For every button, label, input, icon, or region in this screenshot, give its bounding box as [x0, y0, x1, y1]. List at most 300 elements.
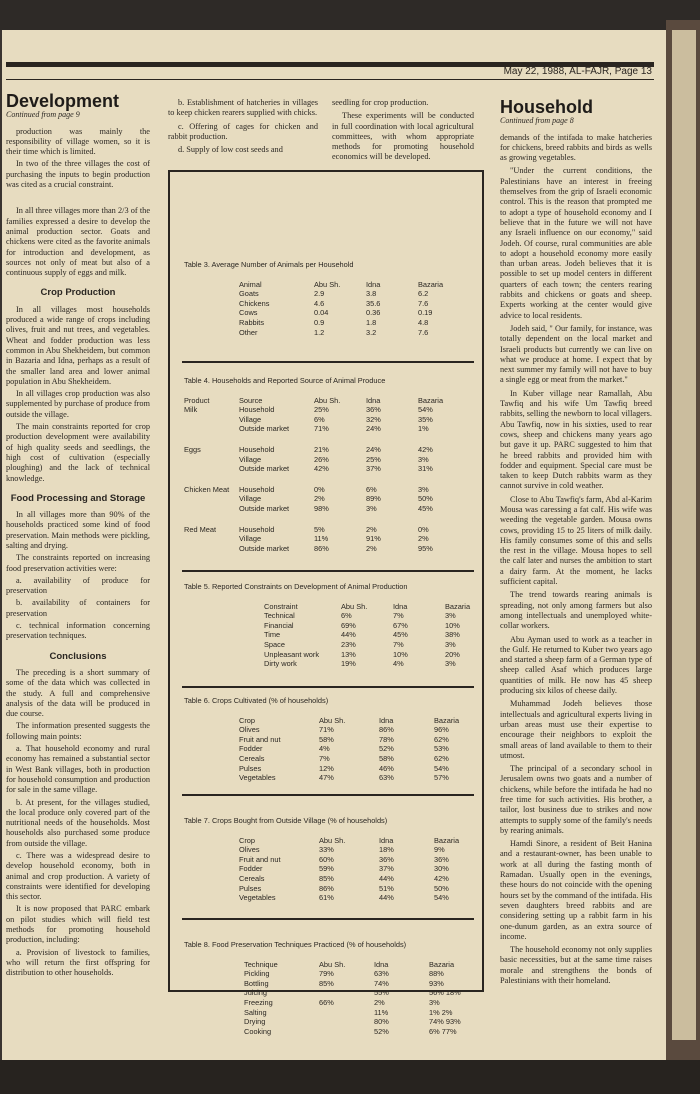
table-cell: 98% — [314, 503, 329, 513]
table-cell: 58% — [319, 734, 334, 744]
column-header: Abu Sh. — [319, 715, 346, 725]
table-cell: 42% — [314, 464, 329, 474]
paragraph: production was mainly the responsibility of village women, so it is their time which is limited. — [6, 126, 150, 157]
paragraph: In all villages more than 90% of the households practiced some kind of food preservation. Main methods were pickling, salting and drying. — [6, 510, 150, 550]
table-cell: 69% — [341, 620, 356, 630]
table-cell — [319, 988, 374, 998]
table-cell: 25% — [366, 454, 381, 464]
column-header: Abu Sh. — [319, 959, 346, 969]
table-cell: Fruit and nut — [239, 734, 281, 744]
table-cell: 54% — [434, 763, 449, 773]
table-cell: 20% — [445, 649, 460, 659]
table-cell: 7% — [393, 611, 404, 621]
table-row — [239, 299, 443, 309]
table-cell: 63% — [379, 773, 394, 783]
table-cell: 3.2 — [366, 327, 377, 337]
paragraph: In Kuber village near Ramallah, Abu Tawfiq and his wife Um Tawfiq breed rabbits, selling the newborn to local villagers. Abu Tawfiq, now in his sixties, used to rear cows, sheep and chickens many years ago but gave it up. PARC suggested to him that he breed rabbits and provided him with fodder and equipment. Special care must be taken to keep Dutch rabbits warm as they cannot survive in cold weather. — [500, 388, 652, 491]
table-row — [264, 611, 470, 621]
table-cell: 2% — [418, 534, 429, 544]
table-separator — [182, 918, 474, 920]
table-separator — [182, 570, 474, 572]
column-header: Idna — [366, 279, 381, 289]
column-header: Bazaria — [418, 279, 444, 289]
table-cell: 1.8 — [366, 317, 377, 327]
table-cell: 3% — [445, 659, 456, 669]
food-processing-subhead: Food Processing and Storage — [10, 492, 146, 504]
table-cell: 59% — [319, 864, 334, 874]
table-cell: Technical — [264, 611, 295, 621]
table-row — [239, 773, 459, 783]
table-row — [244, 1027, 461, 1037]
group-label: Eggs — [184, 444, 201, 454]
column-header: Product — [184, 395, 210, 405]
table-cell: 79% — [319, 969, 334, 979]
table-cell: 37% — [366, 464, 381, 474]
continued-from-note: Continued from page 8 — [500, 116, 574, 126]
table-cell: 62% — [434, 753, 449, 763]
paragraph: The information presented suggests the following main points: — [6, 721, 150, 741]
table-4 — [184, 376, 474, 553]
table-cell: Cows — [239, 308, 258, 318]
table-separator — [182, 686, 474, 688]
table-title: Table 7. Crops Bought from Outside Village (% of households) — [184, 816, 388, 825]
table-row — [244, 1017, 461, 1027]
table-cell: 12% — [319, 763, 334, 773]
paragraph: c. Offering of cages for chicken and rabbit production. — [168, 121, 318, 141]
table-cell: 32% — [366, 414, 381, 424]
table-cell: 11% — [314, 534, 329, 544]
table-cell: 26% — [314, 454, 329, 464]
paragraph: These experiments will be conducted in full coordination with local agricultural committees, with whom appropriate methods for promoting household economics will be developed. — [332, 111, 474, 162]
table-header-row — [239, 716, 459, 726]
table-row — [239, 308, 443, 318]
table-cell: 36% — [434, 854, 449, 864]
table-cell: Goats — [239, 289, 259, 299]
paragraph: b. Establishment of hatcheries in villages to keep chicken rearers supplied with chicks. — [168, 98, 318, 118]
table-cell: 71% — [319, 725, 334, 735]
table-cell: 63% — [374, 969, 389, 979]
table-6 — [184, 696, 474, 783]
table-cell: 44% — [341, 630, 356, 640]
development-article — [6, 91, 150, 981]
paragraph: a. Provision of livestock to families, who will return the first offspring for distribution to other households. — [6, 947, 150, 978]
column-header: Source — [239, 395, 263, 405]
table-cell: 3% — [366, 503, 377, 513]
table-cell: 2% — [314, 494, 325, 504]
column-header: Bazaria — [429, 959, 455, 969]
column-header: Bazaria — [418, 395, 444, 405]
table-row — [239, 864, 459, 874]
table-row — [184, 525, 443, 535]
newspaper-page — [2, 30, 666, 1060]
table-cell: 93% — [429, 978, 444, 988]
table-row — [184, 405, 443, 415]
column-header: Abu Sh. — [314, 395, 341, 405]
table-header-row — [264, 602, 470, 612]
table-cell: 86% — [379, 725, 394, 735]
table-cell: Pickling — [244, 969, 270, 979]
table-cell: 85% — [319, 978, 334, 988]
table-8 — [184, 940, 474, 1036]
table-cell: Village — [239, 414, 262, 424]
table-row — [244, 998, 461, 1008]
paragraph: c. There was a widespread desire to develop household economy, both in animal and crop production. A variety of constraints were identified for developing this sector. — [6, 851, 150, 902]
paragraph: a. availability of produce for preservation — [6, 575, 150, 596]
column-header: Technique — [244, 959, 278, 969]
table-cell: 2% — [366, 543, 377, 553]
table-cell: Vegetables — [239, 773, 276, 783]
table-cell: 1% — [418, 424, 429, 434]
table-cell: 3% — [429, 997, 440, 1007]
table-cell: 7.6 — [418, 298, 429, 308]
table-cell: Salting — [244, 1007, 267, 1017]
table-cell: 5% — [314, 524, 325, 534]
table-cell: 0.36 — [366, 308, 381, 318]
crop-production-subhead: Crop Production — [40, 287, 116, 299]
paragraph: The main constraints reported for crop production development were availability of high quality seeds and seedlings, the high cost of cultivation (especially ploughing) and the lack of technical knowledge. — [6, 422, 150, 483]
table-grid — [239, 716, 459, 783]
column-header: Abu Sh. — [314, 279, 341, 289]
table-header-row — [239, 280, 443, 290]
table-cell: 46% — [379, 763, 394, 773]
table-cell: 35.6 — [366, 298, 381, 308]
table-cell: 0.19 — [418, 308, 433, 318]
table-row — [264, 630, 470, 640]
table-row — [239, 744, 459, 754]
table-cell: 35% — [418, 414, 433, 424]
table-cell: 1.2 — [314, 327, 325, 337]
paragraph: In all villages crop production was also supplemented by purchase of produce from outside the village. — [6, 389, 150, 419]
table-cell: Village — [239, 454, 262, 464]
table-cell: 61% — [319, 893, 334, 903]
table-row — [264, 640, 470, 650]
table-cell: 89% — [366, 494, 381, 504]
paragraph: The constraints reported on increasing food preservation activities were: — [6, 553, 150, 573]
paragraph: In two of the three villages the cost of purchasing the inputs to begin production was cited as a crucial constraint. — [6, 159, 150, 190]
table-cell: 0.9 — [314, 317, 325, 327]
table-cell: 21% — [314, 444, 329, 454]
paragraph: In all three villages more than 2/3 of the families expressed a desire to develop the animal production sector. Goats and chickens were cited as the favorite animals for introduction and development, as sources not only of meat but also of a continuous supply of eggs and milk. — [6, 206, 150, 278]
table-cell — [319, 1017, 374, 1027]
paragraph: The principal of a secondary school in Jerusalem owns two goats and a number of chickens, while before the intifada he had no free time for such activities. His brother, a tailor, lost business due to strikes and now attempts to supply some of the family's needs by rearing animals. — [500, 764, 652, 835]
table-cell: 60% — [319, 854, 334, 864]
table-header-row — [184, 396, 443, 406]
paragraph: b. availability of containers for preservation — [6, 598, 150, 618]
table-cell: 6% — [366, 484, 377, 494]
table-cell: 10% — [445, 620, 460, 630]
table-cell: 9% — [434, 845, 445, 855]
table-cell: Fodder — [239, 864, 263, 874]
table-cell: 3% — [445, 639, 456, 649]
table-cell: 45% — [393, 630, 408, 640]
table-cell: Space — [264, 639, 285, 649]
table-cell: 50% — [418, 494, 433, 504]
table-cell: Drying — [244, 1017, 266, 1027]
table-cell: Household — [239, 405, 275, 415]
table-cell: Household — [239, 484, 275, 494]
table-cell: 51% — [379, 883, 394, 893]
table-cell: 7% — [319, 753, 330, 763]
paragraph: The household economy not only supplies basic necessities, but at the same time raises morale and strengthens the bonds of Palestinians with their homeland. — [500, 945, 652, 986]
table-cell: 38% — [445, 630, 460, 640]
table-cell: 44% — [379, 873, 394, 883]
table-cell: Rabbits — [239, 317, 265, 327]
paragraph: a. That household economy and rural economy has remained a substantial sector in West Bank villages, both in production for household consumption and production for sale in the same village. — [6, 744, 150, 795]
table-cell: 66% — [319, 997, 334, 1007]
paragraph: Close to Abu Tawfiq's farm, Abd al-Karim Mousa was caressing a fat calf. His wife was weeding the vegetable garden. Mousa owns cows, providing 15 to 25 liters of milk daily. His family consumes some of this and sells the rest in the village. Mousa hopes to sell the calf later and nurses the ambition to start a dairy farm. At the moment, he lacks sufficient capital. — [500, 494, 652, 587]
table-cell: Chickens — [239, 298, 270, 308]
paragraph: b. At present, for the villages studied, the local produce only covered part of the nutritional needs of the households. Most households also purchased some produce from outside the village. — [6, 797, 150, 848]
table-row — [244, 979, 461, 989]
table-cell: 3.8 — [366, 289, 377, 299]
group-label: Milk — [184, 405, 198, 415]
table-cell: 23% — [341, 639, 356, 649]
table-grid — [239, 836, 459, 903]
column-header: Idna — [379, 835, 394, 845]
household-headline: Household — [500, 97, 593, 117]
table-row — [239, 874, 459, 884]
table-cell: Vegetables — [239, 893, 276, 903]
table-cell: Dirty work — [264, 659, 297, 669]
table-cell: 80% — [374, 1017, 389, 1027]
table-cell: 0% — [418, 524, 429, 534]
paragraph: demands of the intifada to make hatcheries for chickens, breed rabbits and birds as wells as growing vegetables. — [500, 132, 652, 163]
table-cell: 13% — [341, 649, 356, 659]
column-header: Bazaria — [434, 835, 460, 845]
table-cell: 4.6 — [314, 298, 325, 308]
table-title: Table 6. Crops Cultivated (% of households) — [184, 696, 329, 705]
development-headline: Development — [6, 91, 120, 111]
spacer-row — [184, 434, 443, 445]
table-row — [239, 893, 459, 903]
table-separator — [182, 361, 474, 363]
table-7 — [184, 816, 474, 903]
column-header: Idna — [374, 959, 389, 969]
table-cell: 24% — [366, 424, 381, 434]
table-cell: Pulses — [239, 763, 262, 773]
table-grid — [244, 960, 461, 1037]
column-header: Idna — [379, 715, 394, 725]
continued-from-note: Continued from page 9 — [6, 110, 80, 120]
table-row — [239, 855, 459, 865]
conclusions-subhead: Conclusions — [49, 650, 107, 662]
column-header: Abu Sh. — [319, 835, 346, 845]
table-cell: 25% — [314, 405, 329, 415]
table-row — [239, 328, 443, 338]
table-cell: 85% — [319, 873, 334, 883]
table-cell: Household — [239, 444, 275, 454]
group-label: Red Meat — [184, 524, 217, 534]
table-row — [264, 659, 470, 669]
table-cell: 42% — [434, 873, 449, 883]
table-row — [184, 485, 443, 495]
table-cell: 3% — [418, 484, 429, 494]
table-cell: Village — [239, 534, 262, 544]
table-cell: 67% — [393, 620, 408, 630]
dateline: May 22, 1988, AL-FAJR, Page 13 — [503, 66, 652, 77]
column-header: Crop — [239, 835, 256, 845]
table-cell: 56% 18% — [429, 988, 461, 998]
table-cell: Fodder — [239, 744, 263, 754]
table-cell: 24% — [366, 444, 381, 454]
paragraph: d. Supply of low cost seeds and — [178, 145, 283, 155]
table-row — [239, 884, 459, 894]
paragraph: The trend towards rearing animals is spreading, not only among farmers but also among intellectuals and unemployed white-collar workers. — [500, 590, 652, 631]
table-cell: 44% — [379, 893, 394, 903]
table-row — [239, 289, 443, 299]
paragraph: In all villages most households produced a wide range of crops including olives, fruit and nut trees, and vegetables. Wheat and fodder production was less common in Abu Shekheidem, but common in Bazaria and Idna, perhaps as a result of the smaller land area and lower animal population in Abu Shekheidem. — [6, 304, 150, 386]
table-cell: Cooking — [244, 1026, 272, 1036]
table-row — [239, 764, 459, 774]
table-cell: 2.9 — [314, 289, 325, 299]
table-cell: 88% — [429, 969, 444, 979]
column-header: Idna — [366, 395, 381, 405]
table-cell: 2% — [374, 997, 385, 1007]
table-cell: 4% — [319, 744, 330, 754]
table-cell: 62% — [434, 734, 449, 744]
column-header: Crop — [239, 715, 256, 725]
table-row — [244, 988, 461, 998]
table-cell: 3% — [445, 611, 456, 621]
paragraph: Hamdi Sinore, a resident of Beit Hanina and a restaurant-owner, has been unable to work at all during the fasting month of Ramadan. Usually open in the evenings, these hours do not coincide with the opening hours set by the command of the intifada. His seven daughters breed rabbits and are considering setting up a rabbit farm in his one-dunum garden, as an extra source of income. — [500, 839, 652, 941]
paragraph: "Under the current conditions, the Palestinians have an interest in freeing themselves from the grip of Israeli economic control. This is the reason that prompted me to adopt a type of household economy and I believe that in the future we will not have any Israeli influence on our economy," said Jodeh. Of course, rural communities are able to adopt a household economy more easily than urban areas. Jodeh believes that it is possible to set up model centers in different quarters of each town; the centers rearing rabbits and chickens or goats and sheep. Experts working at the center would give advice to local residents. — [500, 166, 652, 320]
column-header: Abu Sh. — [341, 601, 368, 611]
table-cell: 18% — [379, 845, 394, 855]
table-cell: 52% — [374, 1026, 389, 1036]
table-cell: 53% — [434, 744, 449, 754]
column-header: Idna — [393, 601, 408, 611]
development-continuation — [168, 98, 318, 158]
spacer — [6, 192, 150, 206]
household-article — [500, 97, 652, 989]
table-row — [239, 754, 459, 764]
table-cell: Outside market — [239, 424, 290, 434]
table-header-row — [244, 960, 461, 970]
table-cell: 19% — [341, 659, 356, 669]
table-cell: 31% — [418, 464, 433, 474]
table-cell — [319, 1008, 374, 1018]
table-cell: 36% — [366, 405, 381, 415]
table-cell: 71% — [314, 424, 329, 434]
table-cell: Household — [239, 524, 275, 534]
table-cell: 42% — [418, 444, 433, 454]
table-cell: 7.6 — [418, 327, 429, 337]
development-continuation-2 — [332, 98, 474, 166]
spacer-row — [184, 514, 443, 525]
table-cell: 6% — [341, 611, 352, 621]
paragraph: seedling for crop production. — [332, 98, 429, 107]
table-cell: Other — [239, 327, 258, 337]
paragraph: It is now proposed that PARC embark on pilot studies which will field test methods for promoting household production, including: — [6, 904, 150, 945]
table-cell: 2% — [366, 524, 377, 534]
table-cell: Unpleasant work — [264, 649, 320, 659]
table-3 — [184, 260, 474, 337]
table-cell: 4.8 — [418, 317, 429, 327]
table-cell: 54% — [434, 893, 449, 903]
table-cell: Pulses — [239, 883, 262, 893]
table-cell: 78% — [379, 734, 394, 744]
table-cell: Financial — [264, 620, 294, 630]
table-cell: 0.04 — [314, 308, 329, 318]
table-cell: 58% — [379, 753, 394, 763]
table-cell: 86% — [314, 543, 329, 553]
table-cell: 6% — [314, 414, 325, 424]
table-row — [244, 969, 461, 979]
table-cell: Cereals — [239, 753, 265, 763]
paragraph: The preceding is a short summary of some of the data which was collected in the study. A full and comprehensive analysis of the data will be produced in due course. — [6, 667, 150, 719]
table-cell: Juicing — [244, 988, 268, 998]
table-row — [239, 725, 459, 735]
table-cell: 3% — [418, 454, 429, 464]
table-row — [264, 621, 470, 631]
table-cell: Outside market — [239, 543, 290, 553]
dateline-rule — [6, 79, 654, 80]
table-cell: Fruit and nut — [239, 854, 281, 864]
paragraph: Abu Ayman used to work as a teacher in the Gulf. He returned to Kuber two years ago and started a sheep farm of a German type of sheep called Asaf which produces large quantities of milk. He now has 45 sheep producing six kilos of cheese daily. — [500, 634, 652, 696]
table-row — [244, 1008, 461, 1018]
spacer-row — [184, 474, 443, 485]
table-cell: 50% — [434, 883, 449, 893]
column-header: Bazaria — [434, 715, 460, 725]
table-title: Table 4. Households and Reported Source of Animal Produce — [184, 376, 386, 385]
table-cell: 95% — [418, 543, 433, 553]
table-cell: Time — [264, 630, 281, 640]
table-cell: 7% — [393, 639, 404, 649]
table-title: Table 3. Average Number of Animals per Household — [184, 260, 354, 269]
table-cell: 36% — [379, 854, 394, 864]
group-label: Chicken Meat — [184, 484, 230, 494]
table-cell: Bottling — [244, 978, 269, 988]
table-cell: 91% — [366, 534, 381, 544]
column-header: Bazaria — [445, 601, 471, 611]
table-cell: Freezing — [244, 997, 273, 1007]
table-row — [239, 318, 443, 328]
table-cell: 0% — [314, 484, 325, 494]
table-cell: 57% — [434, 773, 449, 783]
table-cell: 55% — [374, 988, 389, 998]
table-grid — [264, 602, 470, 669]
table-cell: 10% — [393, 649, 408, 659]
table-grid — [184, 396, 443, 554]
table-cell: 52% — [379, 744, 394, 754]
table-cell: 1% 2% — [429, 1007, 453, 1017]
column-header: Animal — [239, 279, 262, 289]
table-row — [184, 445, 443, 455]
paragraph: Muhammad Jodeh believes those intellectuals and agricultural experts living in urban areas must use their expertise to encourage their neighbors to exploit the small areas of land available to them to their utmost. — [500, 699, 652, 760]
table-cell: 47% — [319, 773, 334, 783]
table-cell: 74% — [374, 978, 389, 988]
data-tables-box — [168, 170, 484, 1036]
table-cell: 45% — [418, 503, 433, 513]
table-title: Table 5. Reported Constraints on Development of Animal Production — [184, 582, 408, 591]
table-cell — [319, 1027, 374, 1037]
column-header: Constraint — [264, 601, 298, 611]
table-cell: 54% — [418, 405, 433, 415]
photo-frame-bottom — [0, 1060, 700, 1094]
table-cell: Olives — [239, 845, 260, 855]
table-row — [239, 845, 459, 855]
adjacent-page-strip — [672, 30, 696, 1040]
table-cell: 30% — [434, 864, 449, 874]
table-cell: 6% 77% — [429, 1026, 457, 1036]
table-cell: Village — [239, 494, 262, 504]
table-cell: 37% — [379, 864, 394, 874]
table-cell: Olives — [239, 725, 260, 735]
paragraph: c. technical information concerning preservation techniques. — [6, 621, 150, 641]
table-row — [239, 735, 459, 745]
photo-frame-top — [0, 0, 700, 30]
table-grid — [239, 280, 443, 338]
